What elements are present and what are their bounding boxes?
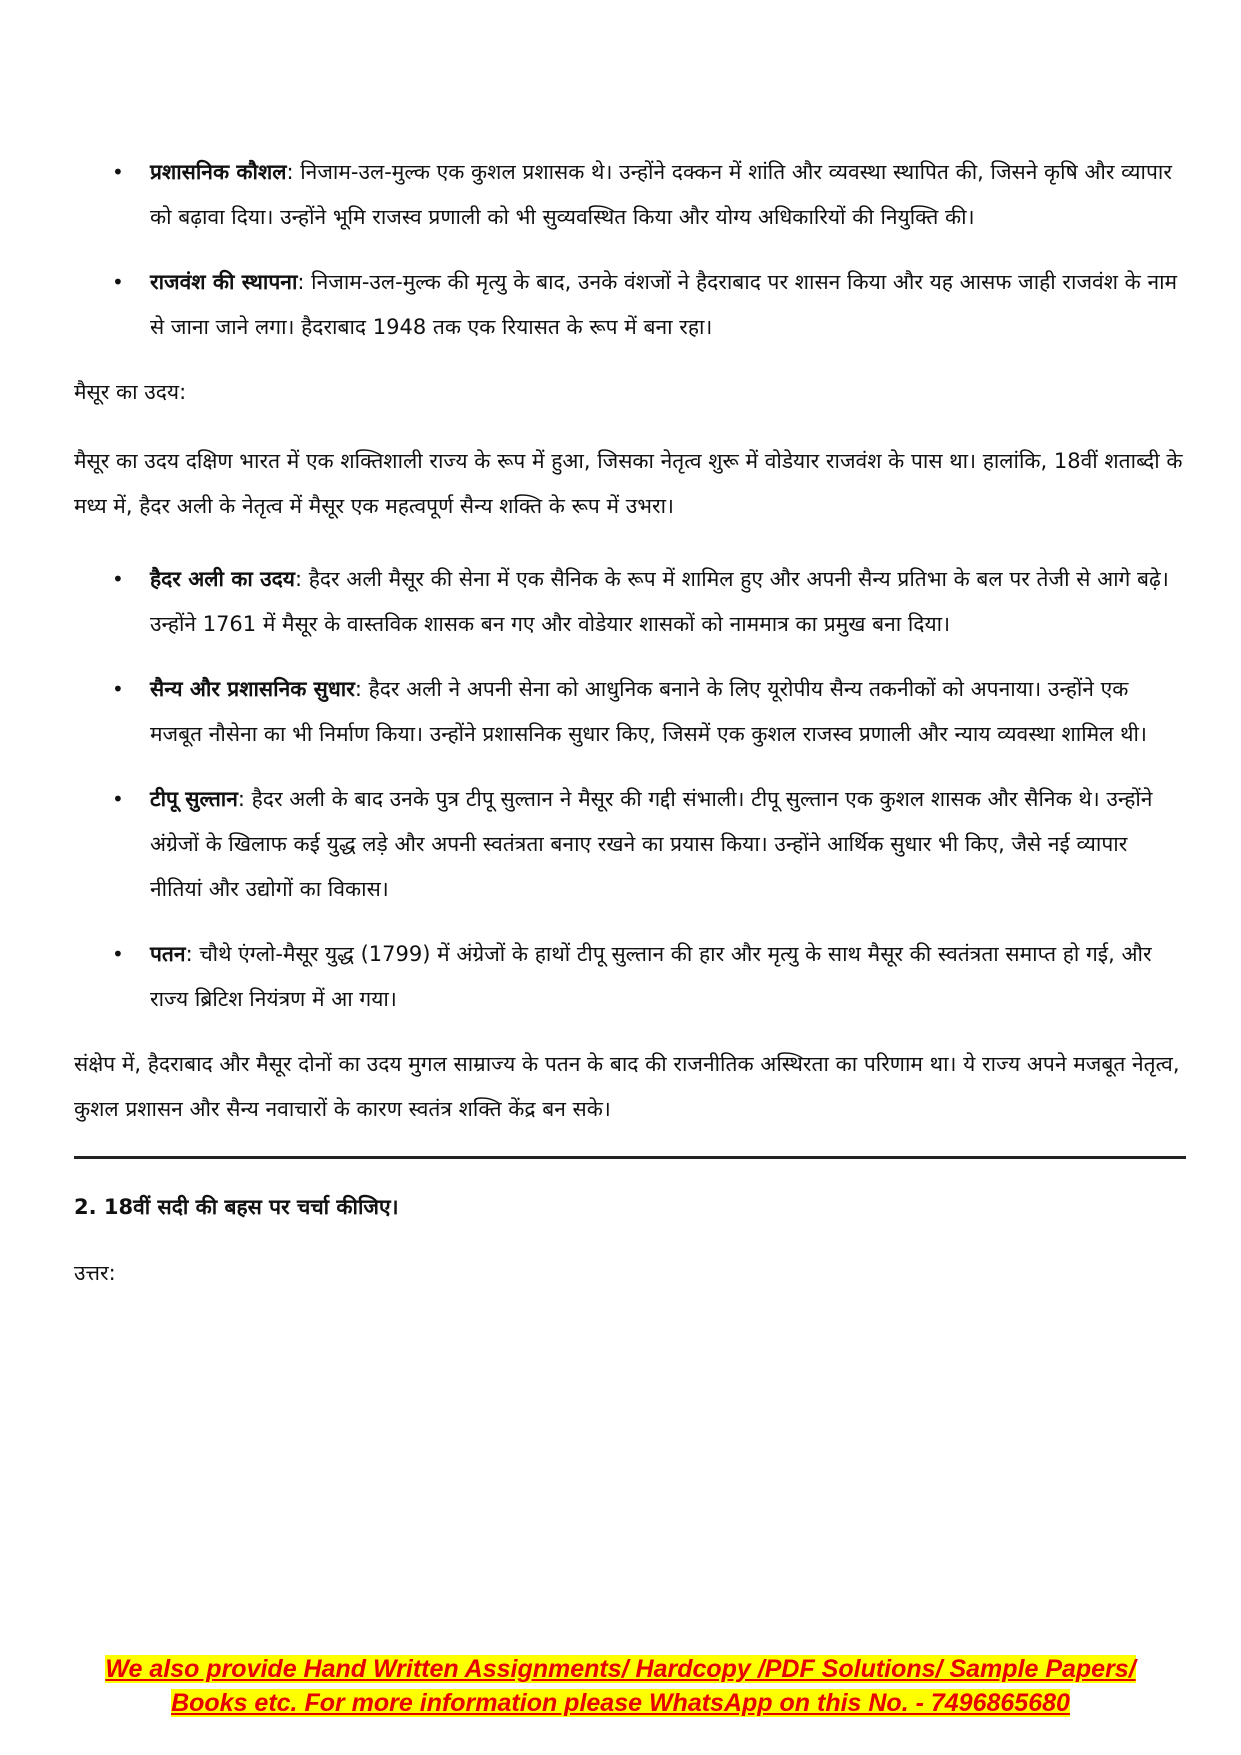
bullet-icon: • bbox=[112, 787, 124, 811]
section-heading: मैसूर का उदय: bbox=[74, 380, 187, 404]
promo-footer bbox=[0, 1652, 1241, 1720]
document-body bbox=[74, 150, 1186, 1293]
bullet-icon: • bbox=[112, 942, 124, 966]
bullet-text: : चौथे एंग्लो-मैसूर युद्ध (1799) में अंग्रेजों के हाथों टीपू सुल्तान की हार और मृत्यु के साथ मैसूर की स्वतंत्रता समाप्त हो गई, और राज्य ब्रिटिश नियंत्रण में आ गया। bbox=[150, 942, 1152, 1011]
bullet-text: : हैदर अली मैसूर की सेना में एक सैनिक के रूप में शामिल हुए और अपनी सैन्य प्रतिभा के बल पर तेजी से आगे बढ़े। उन्होंने 1761 में मैसूर के वास्तविक शासक बन गए और वोडेयार शासकों को नाममात्र का प्रमुख बना दिया। bbox=[150, 567, 1169, 636]
bullet-text: : निजाम-उल-मुल्क एक कुशल प्रशासक थे। उन्होंने दक्कन में शांति और व्यवस्था स्थापित की, जिसने कृषि और व्यापार को बढ़ावा दिया। उन्होंने भूमि राजस्व प्रणाली को भी सुव्यवस्थित किया और योग्य अधिकारियों की नियुक्ति की। bbox=[150, 160, 1172, 229]
bullet-text: : निजाम-उल-मुल्क की मृत्यु के बाद, उनके वंशजों ने हैदराबाद पर शासन किया और यह आसफ जाही राजवंश के नाम से जाना जाने लगा। हैदराबाद 1948 तक एक रियासत के रूप में बना रहा। bbox=[150, 270, 1178, 339]
answer-label: उत्तर: bbox=[74, 1261, 116, 1285]
bullet-icon: • bbox=[112, 567, 124, 591]
intro-paragraph: मैसूर का उदय दक्षिण भारत में एक शक्तिशाली राज्य के रूप में हुआ, जिसका नेतृत्व शुरू में वोडेयार राजवंश के पास था। हालांकि, 18वीं शताब्दी के मध्य में, हैदर अली के नेतृत्व में मैसूर एक महत्वपूर्ण सैन्य शक्ति के रूप में उभरा। bbox=[74, 449, 1183, 518]
horizontal-divider bbox=[74, 1156, 1186, 1159]
summary-paragraph: संक्षेप में, हैदराबाद और मैसूर दोनों का उदय मुगल साम्राज्य के पतन के बाद की राजनीतिक अस्थिरता का परिणाम था। ये राज्य अपने मजबूत नेतृत्व, कुशल प्रशासन और सैन्य नवाचारों के कारण स्वतंत्र शक्ति केंद्र बन सके। bbox=[74, 1052, 1180, 1121]
footer-line-2: Books etc. For more information please WhatsApp on this No. - 7496865680 bbox=[171, 1689, 1070, 1717]
footer-line-1: We also provide Hand Written Assignments/ Hardcopy /PDF Solutions/ Sample Papers/ bbox=[105, 1655, 1136, 1683]
bullet-term: पतन bbox=[150, 942, 186, 966]
list-item bbox=[74, 260, 1186, 350]
list-item bbox=[74, 150, 1186, 240]
bullet-text: : हैदर अली ने अपनी सेना को आधुनिक बनाने के लिए यूरोपीय सैन्य तकनीकों को अपनाया। उन्होंने एक मजबूत नौसेना का भी निर्माण किया। उन्होंने प्रशासनिक सुधार किए, जिसमें एक कुशल राजस्व प्रणाली और न्याय व्यवस्था शामिल थी। bbox=[150, 677, 1147, 746]
bullet-term: टीपू सुल्तान bbox=[150, 787, 238, 811]
list-item bbox=[74, 667, 1186, 757]
list-item bbox=[74, 777, 1186, 912]
list-item bbox=[74, 557, 1186, 647]
bullet-icon: • bbox=[112, 677, 124, 701]
bullet-term: राजवंश की स्थापना bbox=[150, 270, 298, 294]
bullet-term: प्रशासनिक कौशल bbox=[150, 160, 287, 184]
bullet-list-mysore bbox=[74, 557, 1186, 1022]
list-item bbox=[74, 932, 1186, 1022]
bullet-icon: • bbox=[112, 270, 124, 294]
bullet-term: सैन्य और प्रशासनिक सुधार bbox=[150, 677, 355, 701]
bullet-icon: • bbox=[112, 160, 124, 184]
bullet-term: हैदर अली का उदय bbox=[150, 567, 295, 591]
bullet-text: : हैदर अली के बाद उनके पुत्र टीपू सुल्तान ने मैसूर की गद्दी संभाली। टीपू सुल्तान एक कुशल शासक और सैनिक थे। उन्होंने अंग्रेजों के खिलाफ कई युद्ध लड़े और अपनी स्वतंत्रता बनाए रखने का प्रयास किया। उन्होंने आर्थिक सुधार भी किए, जैसे नई व्यापार नीतियां और उद्योगों का विकास। bbox=[150, 787, 1153, 901]
question-heading: 2. 18वीं सदी की बहस पर चर्चा कीजिए। bbox=[74, 1195, 399, 1219]
bullet-list-hyderabad bbox=[74, 150, 1186, 350]
